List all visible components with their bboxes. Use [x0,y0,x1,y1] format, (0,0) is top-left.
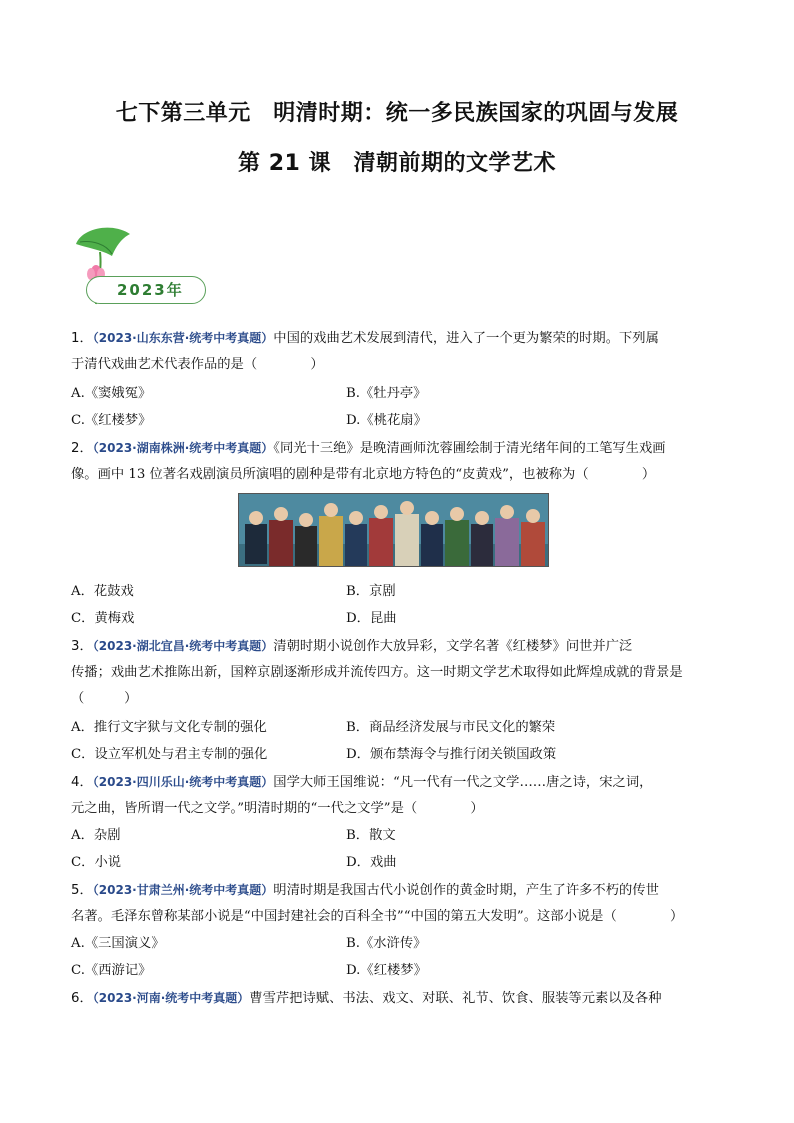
option-b: B．散文 [346,828,396,843]
option-d: D．颁布禁海令与推行闭关锁国政策 [346,747,557,762]
question-3-line-2: 传播；戏曲艺术推陈出新，国粹京剧逐渐形成并流传四方。这一时期文学艺术取得如此辉煌成就的背景是 [71,665,683,680]
question-2-line-1: 2．（2023·湖南株洲·统考中考真题）《同光十三绝》是晚清画师沈蓉圃绘制于清光绪年间的工笔写生戏画 [71,441,666,456]
question-source: （2023·湖南株洲·统考中考真题） [92,441,274,455]
question-source: （2023·山东东营·统考中考真题） [92,331,274,345]
question-4-line-1: 4．（2023·四川乐山·统考中考真题）国学大师王国维说：“凡一代有一代之文学……唐之诗，宋之词， [71,775,653,790]
year-badge [86,276,206,304]
option-b: B.《牡丹亭》 [346,386,427,401]
year-badge-label: 2023年 [117,281,184,299]
question-3-line-3: （ ） [71,691,138,706]
option-c: C．小说 [71,855,122,870]
question-6-line-1: 6．（2023·河南·统考中考真题）曹雪芹把诗赋、书法、戏文、对联、礼节、饮食、服装等元素以及各种 [71,991,662,1006]
question-source: （2023·河南·统考中考真题） [92,991,250,1005]
question-4-line-2: 元之曲，皆所谓一代之文学。”明清时期的“一代之文学”是（ ） [71,801,484,816]
lesson-title: 第 21 课 清朝前期的文学艺术 [238,151,556,176]
option-b: B.《水浒传》 [346,936,427,951]
option-d: D．戏曲 [346,855,397,870]
option-b: B．京剧 [346,584,396,599]
option-c: C．设立军机处与君主专制的强化 [71,747,268,762]
question-5-line-1: 5．（2023·甘肃兰州·统考中考真题）明清时期是我国古代小说创作的黄金时期，产生了许多不朽的传世 [71,883,659,898]
question-2-line-2: 像。画中 13 位著名戏剧演员所演唱的剧种是带有北京地方特色的“皮黄戏”，也被称为（ ） [71,467,656,482]
question-3-line-1: 3．（2023·湖北宜昌·统考中考真题）清朝时期小说创作大放异彩，文学名著《红楼梦》问世并广泛 [71,639,633,654]
section-badge [72,224,212,308]
question-1-line-1: 1．（2023·山东东营·统考中考真题）中国的戏曲艺术发展到清代，进入了一个更为繁荣的时期。下列属 [71,331,659,346]
question-source: （2023·四川乐山·统考中考真题） [92,775,274,789]
question-source: （2023·湖北宜昌·统考中考真题） [92,639,274,653]
question-1-line-2: 于清代戏曲艺术代表作品的是（ ） [71,357,324,372]
option-c: C．黄梅戏 [71,611,135,626]
question-source: （2023·甘肃兰州·统考中考真题） [92,883,274,897]
option-d: D.《桃花扇》 [346,413,427,428]
option-c: C.《西游记》 [71,963,152,978]
question-5-line-2: 名著。毛泽东曾称某部小说是“中国封建社会的百科全书”“中国的第五大发明”。这部小说是（ ） [71,909,684,924]
opera-painting-illustration [238,493,549,567]
option-a: A．推行文字狱与文化专制的强化 [71,720,267,735]
option-a: A.《窦娥冤》 [71,386,152,401]
option-d: D．昆曲 [346,611,397,626]
option-b: B．商品经济发展与市民文化的繁荣 [346,720,556,735]
option-a: A．花鼓戏 [71,584,134,599]
option-a: A.《三国演义》 [71,936,165,951]
option-a: A．杂剧 [71,828,121,843]
option-c: C.《红楼梦》 [71,413,152,428]
unit-title: 七下第三单元 明清时期：统一多民族国家的巩固与发展 [115,101,679,126]
option-d: D.《红楼梦》 [346,963,427,978]
